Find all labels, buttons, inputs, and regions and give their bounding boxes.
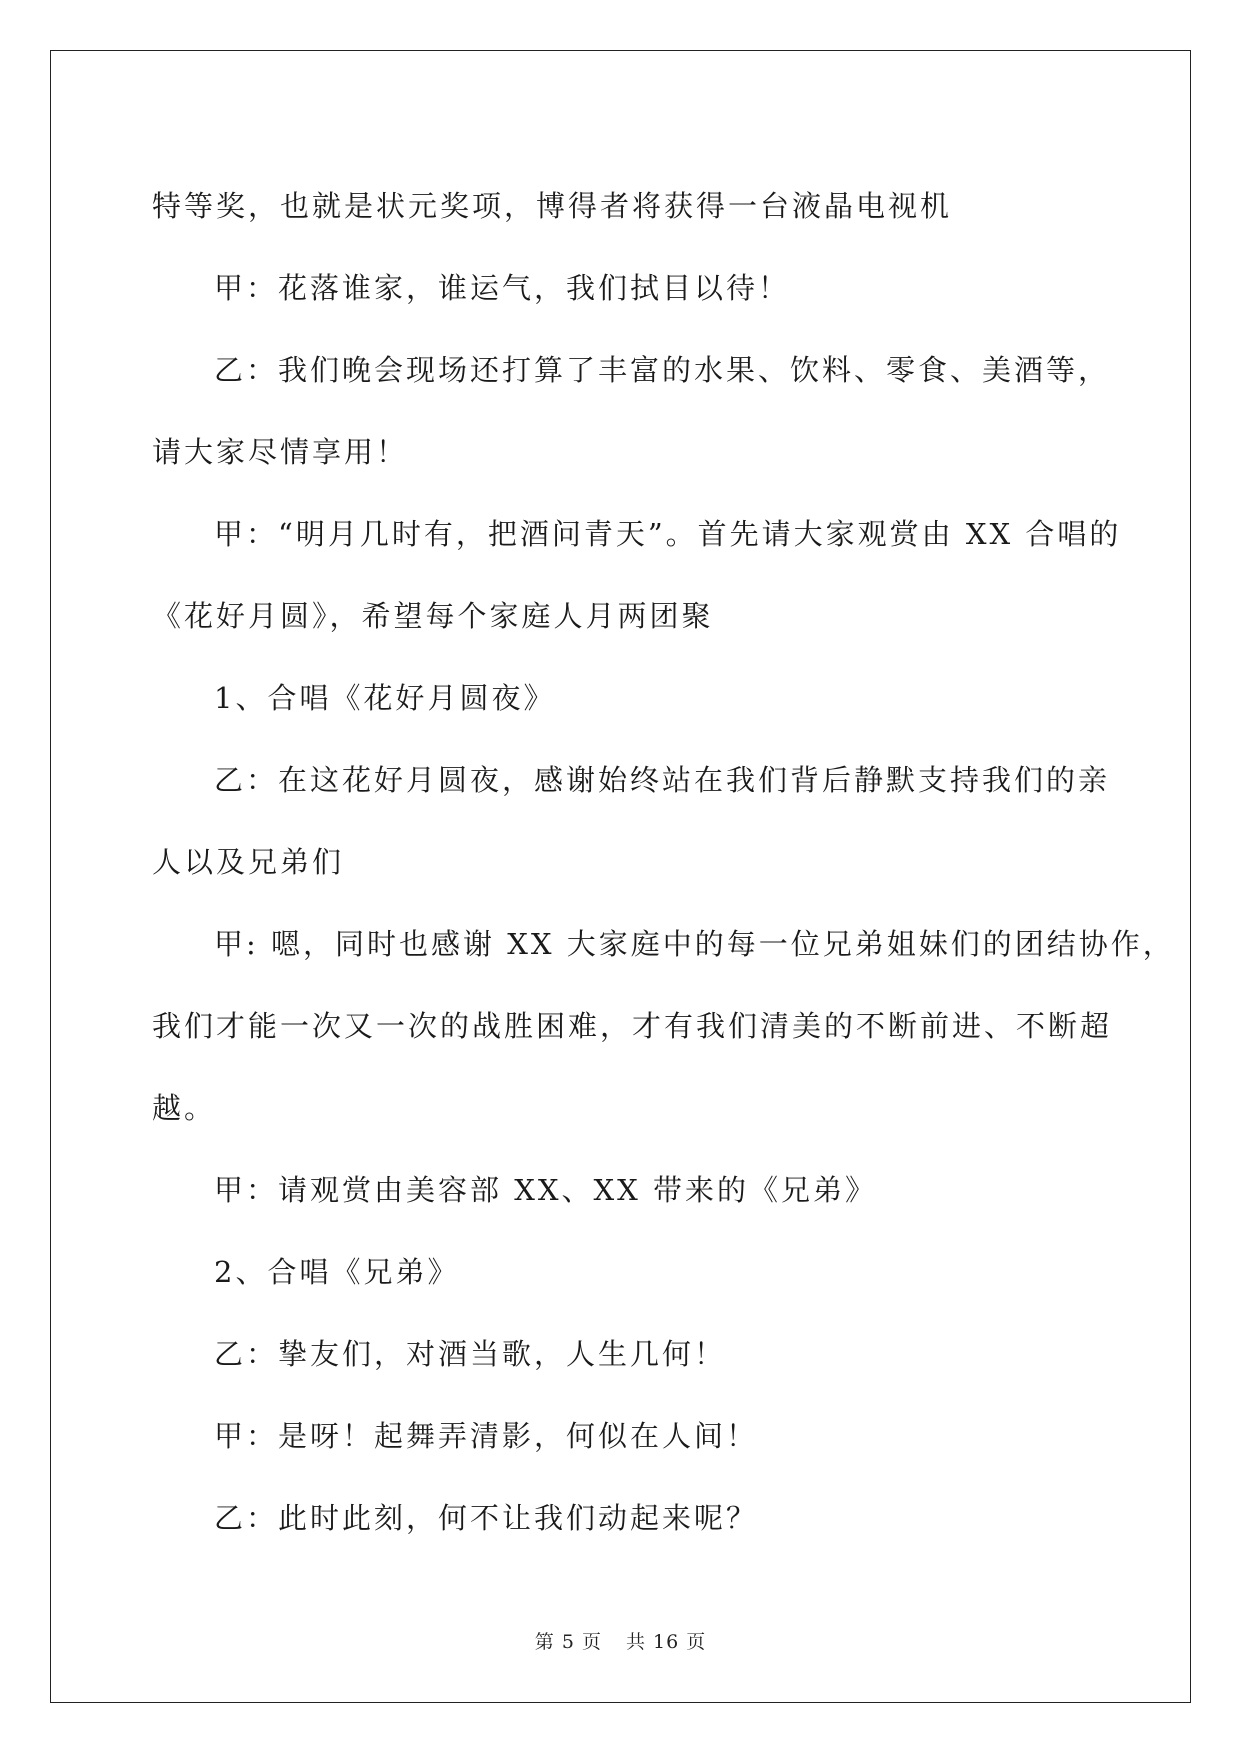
- text-line: 甲：“明月几时有，把酒问青天”。首先请大家观赏由 XX 合唱的: [214, 517, 1122, 551]
- text-line: 越。: [152, 1091, 217, 1125]
- text-line: 特等奖，也就是状元奖项，博得者将获得一台液晶电视机: [152, 189, 953, 223]
- text-line: 《花好月圆》，希望每个家庭人月两团聚: [152, 599, 714, 633]
- text-line: 甲：花落谁家，谁运气，我们拭目以待！: [214, 271, 791, 305]
- page-number: 第 5 页: [534, 1631, 602, 1653]
- text-line: 1、合唱《花好月圆夜》: [214, 681, 556, 715]
- text-line: 我们才能一次又一次的战胜困难，才有我们清美的不断前进、不断超: [152, 1009, 1113, 1043]
- page-count: 共 16 页: [625, 1631, 707, 1653]
- text-line: 甲：请观赏由美容部 XX、XX 带来的《兄弟》: [214, 1173, 878, 1207]
- page-footer: [0, 1627, 1241, 1654]
- text-line: 乙：此时此刻，何不让我们动起来呢？: [214, 1501, 759, 1535]
- document-body: [152, 165, 1175, 1559]
- text-line: 人以及兄弟们: [152, 845, 345, 879]
- text-line: 甲：是呀！起舞弄清影，何似在人间！: [214, 1419, 759, 1453]
- text-line: 2、合唱《兄弟》: [214, 1255, 460, 1289]
- text-line: 甲: 嗯，同时也感谢 XX 大家庭中的每一位兄弟姐妹们的团结协作，: [214, 927, 1175, 961]
- text-line: 请大家尽情享用！: [152, 435, 409, 469]
- text-line: 乙：我们晚会现场还打算了丰富的水果、饮料、零食、美酒等，: [214, 353, 1111, 387]
- text-line: 乙：挚友们，对酒当歌，人生几何！: [214, 1337, 727, 1371]
- text-line: 乙：在这花好月圆夜，感谢始终站在我们背后静默支持我们的亲: [214, 763, 1111, 797]
